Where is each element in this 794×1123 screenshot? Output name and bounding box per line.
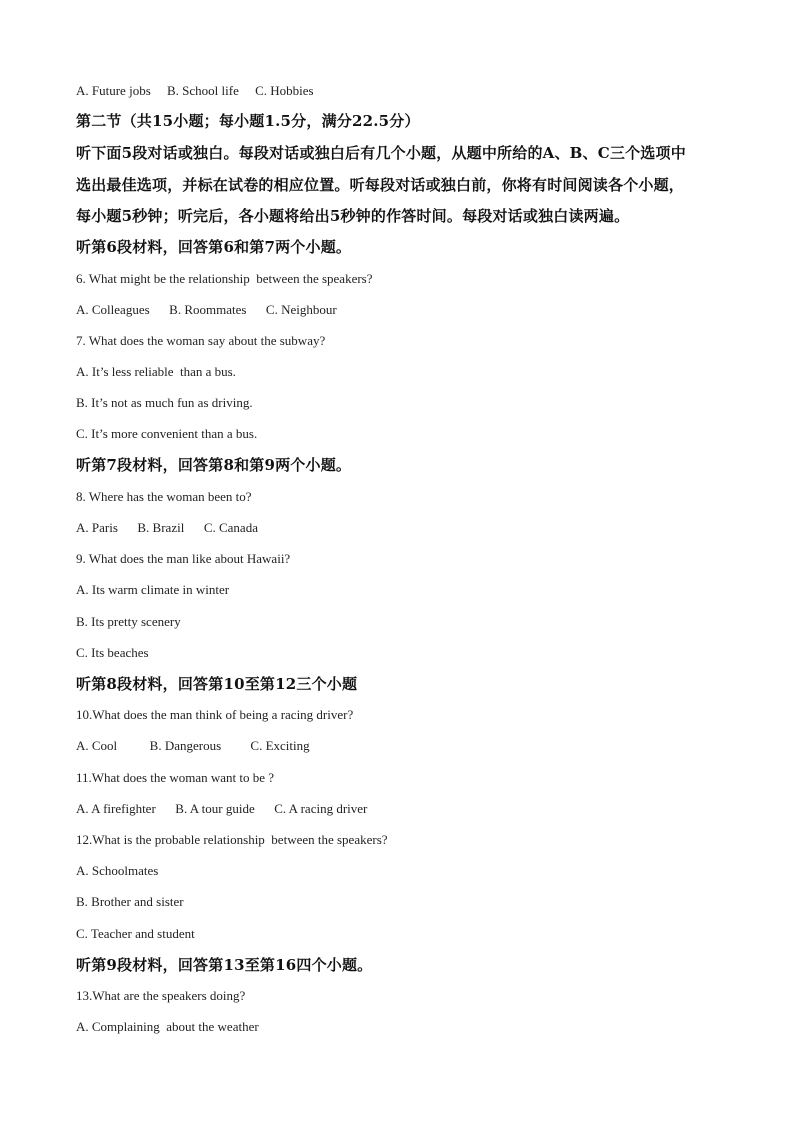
instructions-line-3: 每小题5秒钟；听完后，各小题将给出5秒钟的作答时间。每段对话或独白读两遍。 — [76, 207, 630, 225]
question-7-option-c: C. It’s more convenient than a bus. — [76, 426, 258, 441]
question-12-option-a: A. Schoolmates — [76, 863, 159, 878]
question-7: 7. What does the woman say about the subway? — [76, 333, 326, 348]
instructions-line-2: 选出最佳选项，并标在试卷的相应位置。听每段对话或独白前，你将有时间阅读各个小题， — [76, 176, 685, 194]
question-8-options: A. Paris B. Brazil C. Canada — [76, 520, 258, 535]
question-9-option-b: B. Its pretty scenery — [76, 614, 181, 629]
question-6: 6. What might be the relationship between the speakers? — [76, 271, 373, 286]
material-8-heading: 听第8段材料，回答第10至第12三个小题 — [76, 675, 358, 693]
material-6-heading: 听第6段材料，回答第6和第7两个小题。 — [76, 238, 352, 256]
question-8: 8. Where has the woman been to? — [76, 489, 252, 504]
question-10: 10.What does the man think of being a racing driver? — [76, 707, 354, 722]
question-12: 12.What is the probable relationship between the speakers? — [76, 832, 388, 847]
question-10-options: A. Cool B. Dangerous C. Exciting — [76, 738, 310, 753]
question-6-options: A. Colleagues B. Roommates C. Neighbour — [76, 302, 337, 317]
question-12-option-b: B. Brother and sister — [76, 894, 184, 909]
section-2-heading: 第二节（共15小题；每小题1.5分，满分22.5分） — [76, 112, 420, 130]
instructions-line-1: 听下面5段对话或独白。每段对话或独白后有几个小题，从题中所给的A、B、C三个选项中 — [76, 144, 686, 162]
material-7-heading: 听第7段材料，回答第8和第9两个小题。 — [76, 456, 352, 474]
question-11: 11.What does the woman want to be ? — [76, 770, 275, 785]
question-11-options: A. A firefighter B. A tour guide C. A racing driver — [76, 801, 368, 816]
question-12-option-c: C. Teacher and student — [76, 926, 195, 941]
question-7-option-b: B. It’s not as much fun as driving. — [76, 395, 253, 410]
question-5-options: A. Future jobs B. School life C. Hobbies — [76, 83, 314, 98]
question-9: 9. What does the man like about Hawaii? — [76, 551, 291, 566]
question-9-option-a: A. Its warm climate in winter — [76, 582, 230, 597]
question-9-option-c: C. Its beaches — [76, 645, 149, 660]
question-7-option-a: A. It’s less reliable than a bus. — [76, 364, 236, 379]
question-13: 13.What are the speakers doing? — [76, 988, 246, 1003]
material-9-heading: 听第9段材料，回答第13至第16四个小题。 — [76, 956, 373, 974]
question-13-option-a: A. Complaining about the weather — [76, 1019, 259, 1034]
